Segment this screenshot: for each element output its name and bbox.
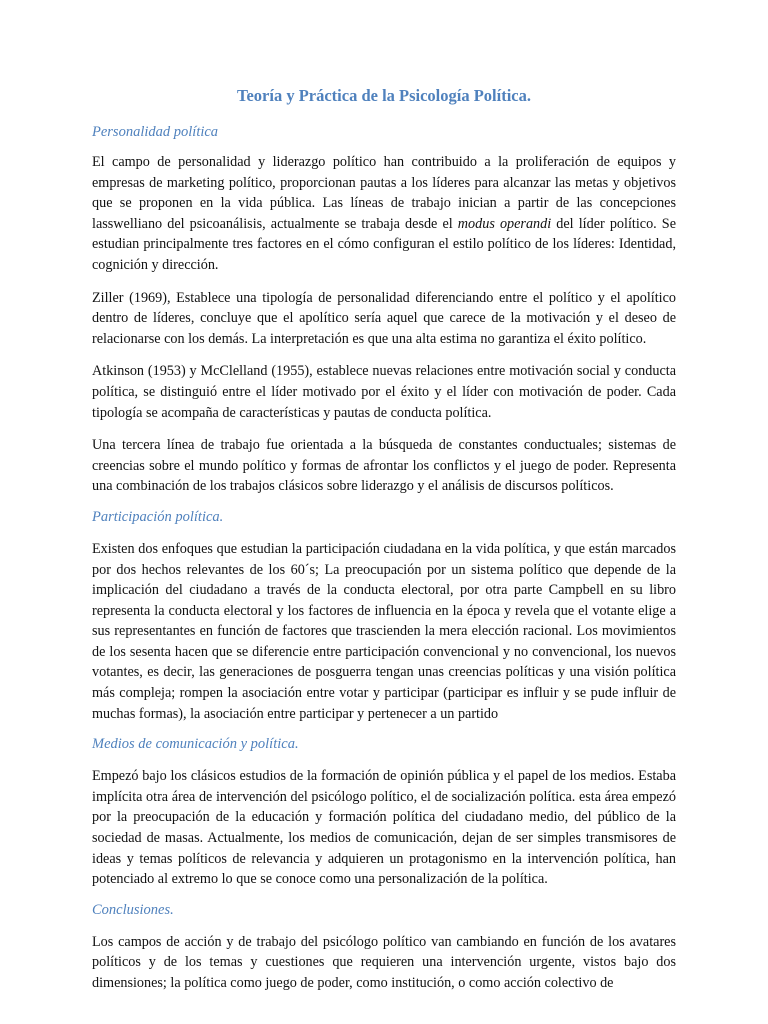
section-heading-personalidad: Personalidad política [92, 124, 219, 140]
section-heading-conclusiones: Conclusiones. [92, 901, 174, 918]
section-heading-medios: Medios de comunicación y política. [92, 736, 299, 753]
paragraph-personalidad-3: Atkinson (1953) y McClelland (1955), establece nuevas relaciones entre motivación social y conducta política, se distinguió entre el líder motivado por el éxito y el líder con motivación de poder. Cada tipología se acompaña de características y pautas de conducta política. [92, 363, 676, 421]
paragraph-text: del líder político. Se estudian principalmente tres factores en el cómo configuran el estilo político de los líderes: Identidad, cognición y dirección. [92, 215, 676, 273]
document-title: Teoría y Práctica de la Psicología Política. [236, 86, 532, 105]
paragraph-personalidad-2: Ziller (1969), Establece una tipología de personalidad diferenciando entre el político y el apolítico dentro de líderes, concluye que el apolítico sería aquel que carece de la motivación y el deseo de relacionarse con los demás. La interpretación es que una alta estima no garantiza el éxito político. [92, 289, 676, 347]
italic-term: modus operandi [457, 215, 552, 232]
paragraph-text: El campo de personalidad y liderazgo político han contribuido a la proliferación de equipos y empresas de marketing político, proporcionan pautas a los líderes para alcanzar las metas y objetivos que se proponen en la vida pública. Las líneas de trabajo inician a partir de las concepciones lasswelliano del psicoanálisis, actualmente se trabaja desde el [92, 154, 676, 232]
paragraph-medios-1: Empezó bajo los clásicos estudios de la formación de opinión pública y el papel de los medios. Estaba implícita otra área de intervención del psicólogo político, el de socialización política. esta área empezó por la preocupación de la educación y formación política del ciudadano medio, del público de la sociedad de masas. Actualmente, los medios de comunicación, dejan de ser simples transmisores de ideas y temas políticos de relevancia y adquieren un protagonismo en la intervención política, han potenciado al extremo lo que se conoce como una personalización de la política. [92, 768, 676, 888]
section-heading-participacion: Participación política. [92, 508, 224, 525]
paragraph-personalidad-1 [92, 152, 676, 276]
paragraph-conclusiones-1: Los campos de acción y de trabajo del psicólogo político van cambiando en función de los avatares políticos y de los temas y cuestiones que requieren una intervención urgente, vistos bajo dos dimensiones; la política como juego de poder, como institución, o como acción colectivo de [92, 933, 676, 991]
paragraph-participacion-1: Existen dos enfoques que estudian la participación ciudadana en la vida política, y que están marcados por dos hechos relevantes de los 60´s; La preocupación por un sistema político que depende de la implicación del ciudadano a través de la conducta electoral, por otra parte Campbell en su libro representa la conducta electoral y los factores de influencia en la época y revela que el votante elige a sus representantes en función de factores que trascienden la mera elección racional. Los movimientos de los sesenta hacen que se diferencie entre participación convencional y no convencional, los nuevos votantes, es decir, las generaciones de posguerra tengan unas creencias políticas y una visión política más compleja; rompen la asociación entre votar y participar (participar es influir y se pude influir de muchas formas), la asociación entre participar y pertenecer a un partido [92, 540, 676, 722]
paragraph-personalidad-4: Una tercera línea de trabajo fue orientada a la búsqueda de constantes conductuales; sistemas de creencias sobre el mundo político y formas de afrontar los conflictos y el juego de poder. Representa una combinación de los trabajos clásicos sobre liderazgo y el análisis de discursos políticos. [92, 437, 676, 495]
